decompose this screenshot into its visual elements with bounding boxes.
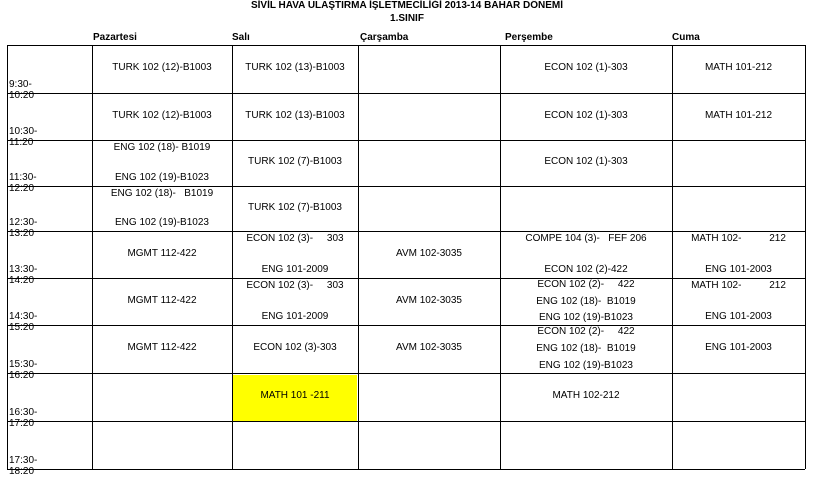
time-slot-label: 11:30-12:20 (9, 172, 37, 194)
course-entry: ECON 102 (1)-303 (544, 156, 628, 167)
course-entry: TURK 102 (7)-B1003 (248, 156, 342, 167)
day-header-friday: Cuma (672, 32, 700, 43)
course-entry: ENG 102 (19)-B1023 (539, 312, 633, 323)
course-entry: MGMT 112-422 (127, 342, 197, 353)
time-slot-label: 14:30-15:20 (9, 311, 38, 333)
grid-row-line (7, 469, 805, 470)
course-entry: ENG 102 (18)- B1019 (536, 295, 636, 307)
course-entry: ENG 102 (18)- B1019 (113, 142, 211, 153)
grid-row-line (7, 93, 805, 94)
day-header-wednesday: Çarşamba (360, 32, 409, 43)
grid-row-line (7, 373, 805, 374)
course-entry: MATH 101-212 (704, 109, 773, 121)
time-slot-label: 13:30-14:20 (9, 264, 38, 286)
time-slot-label: 10:30-11:20 (9, 126, 38, 148)
course-entry: ECON 102 (2)- 422 (537, 279, 635, 290)
grid-row-line (7, 325, 805, 326)
course-entry: ECON 102 (3)-303 (253, 342, 337, 353)
day-header-tuesday: Salı (232, 32, 250, 43)
grid-col-line (7, 45, 8, 469)
grid-row-line (7, 231, 805, 232)
course-entry: MATH 102- 212 (691, 233, 786, 244)
course-entry: ECON 102 (1)-303 (544, 109, 628, 121)
course-entry: AVM 102-3035 (396, 342, 462, 353)
course-entry: MATH 101-212 (704, 62, 773, 73)
course-entry: ENG 102 (18)- B1019 (110, 188, 214, 199)
grid-row-line (7, 421, 805, 422)
time-slot-label: 15:30-16:20 (9, 359, 38, 381)
course-entry: MATH 101 -211 (260, 390, 330, 401)
grid-row-line (7, 140, 805, 141)
course-entry: MATH 102-212 (552, 390, 620, 401)
course-entry: TURK 102 (12)-B1003 (112, 109, 212, 121)
course-entry: ECON 102 (3)- 303 (246, 280, 344, 291)
course-entry: ECON 102 (3)- 303 (246, 233, 344, 244)
course-entry: ENG 101-2003 (705, 342, 772, 353)
course-entry: AVM 102-3035 (396, 247, 462, 259)
course-entry: ENG 101-2003 (705, 311, 772, 322)
course-entry: ENG 101-2009 (261, 311, 329, 322)
grid-col-line (805, 45, 806, 469)
course-entry: TURK 102 (12)-B1003 (112, 62, 212, 73)
course-entry: ECON 102 (2)-422 (544, 264, 628, 275)
time-slot-label: 12:30-13:20 (9, 217, 38, 239)
course-entry: COMPE 104 (3)- FEF 206 (525, 233, 647, 244)
course-entry: ENG 102 (19)-B1023 (115, 217, 209, 228)
schedule-title: SİVİL HAVA ULAŞTIRMA İŞLETMECİLİĞİ 2013-14 BAHAR DÖNEMİ (250, 0, 564, 11)
course-entry: MATH 102- 212 (691, 280, 786, 291)
course-entry: TURK 102 (13)-B1003 (245, 109, 345, 121)
day-header-thursday: Perşembe (505, 32, 553, 43)
course-entry: ENG 101-2009 (261, 264, 329, 275)
course-entry: TURK 102 (13)-B1003 (245, 62, 345, 73)
schedule-subtitle: 1.SINIF (390, 13, 424, 24)
course-entry: ENG 101-2003 (705, 264, 772, 275)
grid-row-line (7, 186, 805, 187)
course-entry: MGMT 112-422 (127, 247, 197, 259)
course-entry: ENG 102 (19)-B1023 (539, 360, 633, 371)
course-entry: MGMT 112-422 (127, 294, 197, 306)
grid-row-line (7, 45, 805, 46)
course-entry: ECON 102 (1)-303 (544, 62, 628, 73)
time-slot-label: 17:30-18:20 (9, 455, 38, 477)
course-entry: ENG 102 (19)-B1023 (115, 172, 209, 183)
grid-row-line (7, 278, 805, 279)
course-entry: ECON 102 (2)- 422 (537, 326, 635, 337)
course-entry: TURK 102 (7)-B1003 (248, 201, 342, 213)
time-slot-label: 16:30-17:20 (9, 407, 38, 429)
time-slot-label: 9:30-10:20 (9, 79, 35, 101)
day-header-monday: Pazartesi (93, 32, 137, 43)
course-entry: ENG 102 (18)- B1019 (536, 343, 636, 354)
course-entry: AVM 102-3035 (396, 294, 462, 306)
